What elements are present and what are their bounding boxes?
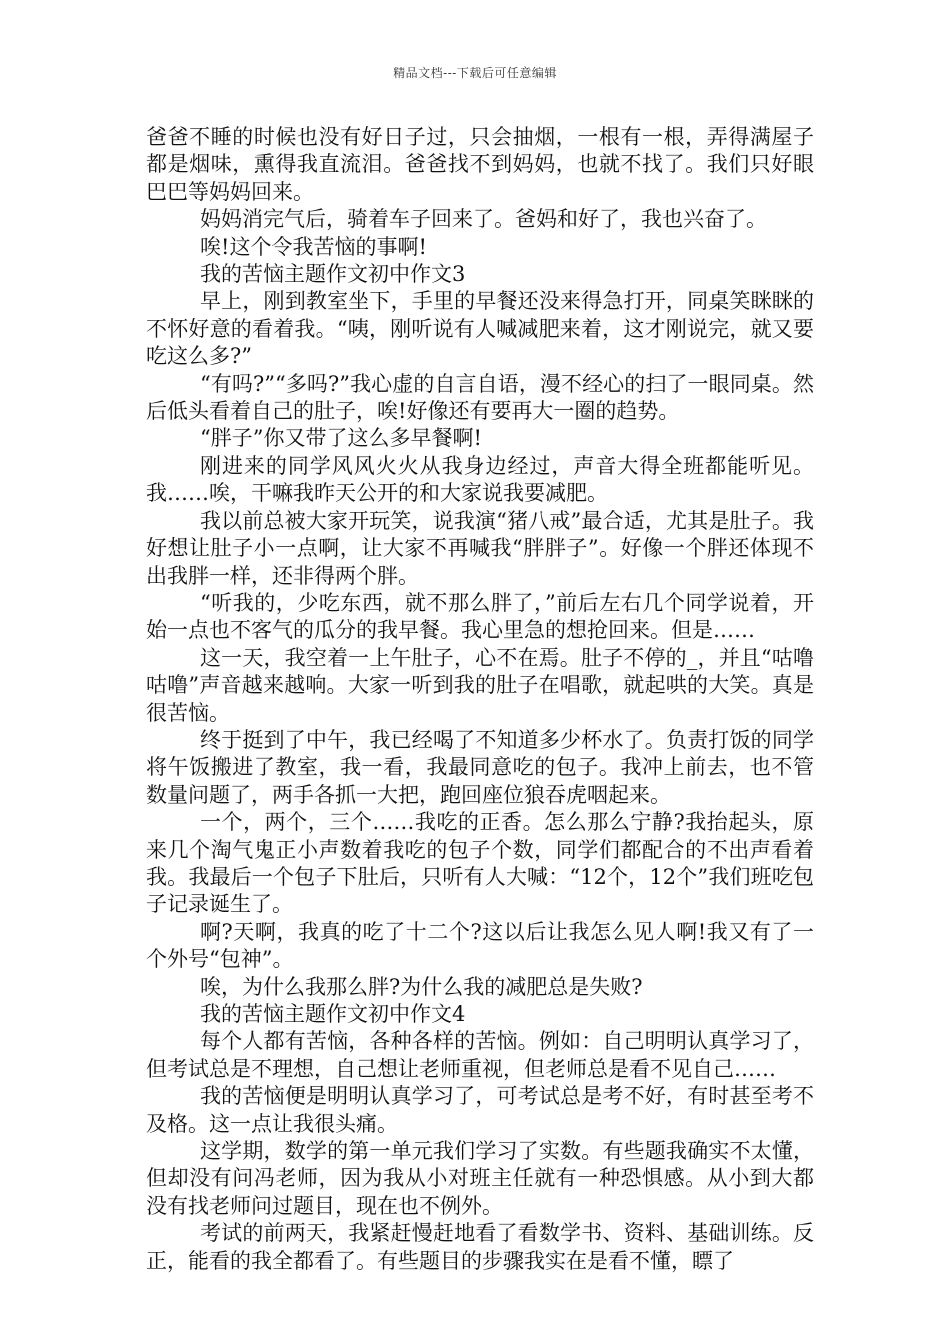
paragraph: 我以前总被大家开玩笑，说我演“猪八戒”最合适，尤其是肚子。我好想让肚子小一点啊，让大家不再喊我“胖胖子”。好像一个胖还体现不出我胖一样，还非得两个胖。	[146, 508, 814, 588]
paragraph: 爸爸不睡的时候也没有好日子过，只会抽烟，一根有一根，弄得满屋子都是烟味，熏得我直流泪。爸爸找不到妈妈，也就不找了。我们只好眼巴巴等妈妈回来。	[146, 125, 814, 204]
paragraph: 这学期，数学的第一单元我们学习了实数。有些题我确实不太懂，但却没有问冯老师，因为我从小对班主任就有一种恐惧感。从小到大都没有找老师问过题目，现在也不例外。	[146, 1139, 814, 1218]
paragraph: 终于挺到了中午，我已经喝了不知道多少杯水了。负责打饭的同学将午饭搬进了教室，我一看，我最同意吃的包子。我冲上前去，也不管数量问题了，两手各抓一大把，跑回座位狼吞虎咽起来。	[146, 727, 814, 807]
paragraph: 唉，为什么我那么胖?为什么我的减肥总是失败?	[200, 974, 643, 999]
section-heading: 我的苦恼主题作文初中作文3	[200, 262, 466, 287]
paragraph: 啊?天啊，我真的吃了十二个?这以后让我怎么见人啊!我又有了一个外号“包神”。	[146, 919, 814, 972]
page-header: 精品文档---下载后可任意编辑	[393, 66, 557, 80]
paragraph: “有吗?”“多吗?”我心虚的自言自语，漫不经心的扫了一眼同桌。然后低头看着自己的肚子，唉!好像还有要再大一圈的趋势。	[146, 371, 814, 424]
paragraph: 考试的前两天，我紧赶慢赶地看了看数学书、资料、基础训练。反正，能看的我全都看了。有些题目的步骤我实在是看不懂，瞟了	[146, 1221, 814, 1273]
document-body	[146, 124, 814, 1275]
paragraph: “胖子”你又带了这么多早餐啊!	[200, 426, 482, 451]
paragraph: 我的苦恼便是明明认真学习了，可考试总是考不好，有时甚至考不及格。这一点让我很头痛。	[146, 1084, 814, 1136]
paragraph: “听我的，少吃东西，就不那么胖了，”前后左右几个同学说着，开始一点也不客气的瓜分的我早餐。我心里急的想抢回来。但是……	[146, 590, 814, 643]
paragraph: 刚进来的同学风风火火从我身边经过，声音大得全班都能听见。我……唉，干嘛我昨天公开的和大家说我要减肥。	[146, 453, 814, 506]
section-heading: 我的苦恼主题作文初中作文4	[200, 1002, 466, 1026]
paragraph: 一个，两个，三个……我吃的正香。怎么那么宁静?我抬起头，原来几个淘气鬼正小声数着我吃的包子个数，同学们都配合的不出声看着我。我最后一个包子下肚后，只听有人大喊：“12个，12个”我们班吃包子记录诞生了。	[146, 810, 814, 917]
paragraph: 早上，刚到教室坐下，手里的早餐还没来得急打开，同桌笑眯眯的不怀好意的看着我。“咦，刚听说有人喊减肥来着，这才刚说完，就又要吃这么多?”	[146, 289, 814, 369]
paragraph: 妈妈消完气后，骑着车子回来了。爸妈和好了，我也兴奋了。	[200, 207, 767, 232]
paragraph: 这一天，我空着一上午肚子，心不在焉。肚子不停的_，并且“咕噜咕噜”声音越来越响。大家一听到我的肚子在唱歌，就起哄的大笑。真是很苦恼。	[146, 645, 814, 725]
paragraph: 唉!这个令我苦恼的事啊!	[200, 234, 427, 259]
paragraph: 每个人都有苦恼，各种各样的苦恼。例如：自己明明认真学习了，但考试总是不理想，自己想让老师重视，但老师总是看不见自己……	[146, 1029, 814, 1081]
